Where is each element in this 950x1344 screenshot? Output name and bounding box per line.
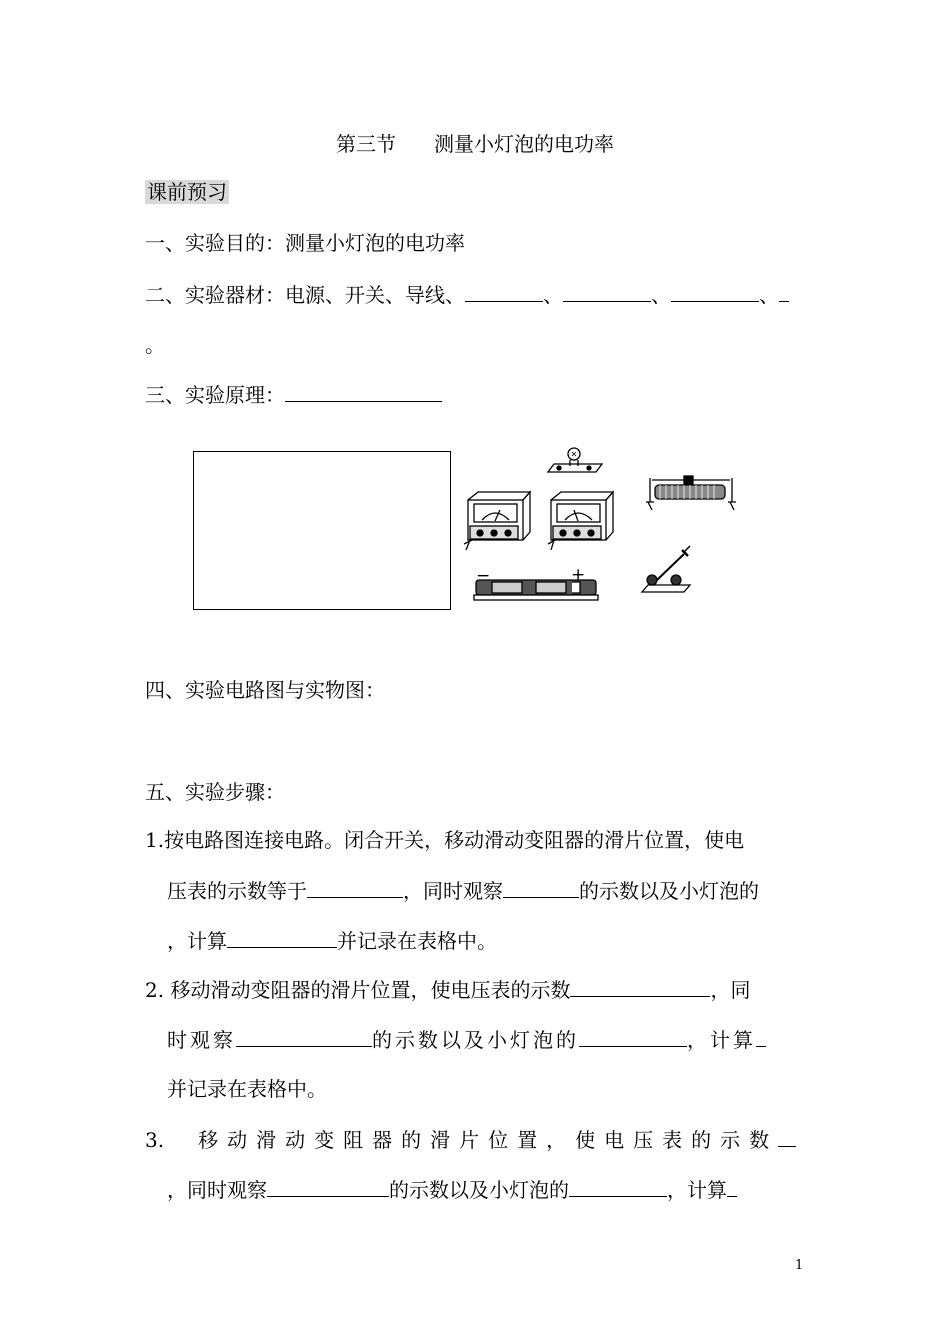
step3-text: ，同时观察: [167, 1178, 267, 1202]
answer-blank[interactable]: [503, 877, 579, 898]
step2-line1: [145, 976, 750, 1004]
separator: 、: [543, 283, 563, 307]
step3-line2: [167, 1176, 737, 1204]
answer-blank[interactable]: [285, 381, 442, 402]
section-name: 测量小灯泡的电功率: [434, 132, 614, 156]
answer-blank[interactable]: [227, 927, 337, 948]
step2-line3: 并记录在表格中。: [167, 1077, 327, 1101]
preview-label: 课前预习: [147, 180, 227, 204]
equipment-label: 二、实验器材：电源、开关、导线、: [145, 283, 465, 307]
battery-minus-label: −: [476, 566, 491, 586]
step1-text: 压表的示数等于: [167, 879, 307, 903]
step2-text: 2. 移动滑动变阻器的滑片位置，使电压表的示数: [145, 978, 571, 1002]
ammeter-icon: [464, 492, 530, 550]
battery-plus-label: +: [571, 565, 586, 585]
step1-text: 的示数以及小灯泡的: [579, 879, 759, 903]
section-number: 第三节: [336, 132, 396, 156]
step1-text: 并记录在表格中。: [337, 929, 497, 953]
bulb-icon: [548, 448, 602, 472]
preview-heading: [145, 178, 229, 206]
step3-line1: [145, 1126, 796, 1154]
answer-blank[interactable]: [563, 281, 651, 302]
answer-blank[interactable]: [778, 1126, 796, 1147]
answer-blank[interactable]: [569, 1176, 667, 1197]
answer-blank[interactable]: [727, 1176, 737, 1197]
step3-text: 移动滑动变阻器的滑片位置，使电压表的示数: [198, 1128, 779, 1152]
principle-line: [145, 381, 442, 409]
step2-text: 的示数以及小灯泡的: [372, 1028, 579, 1052]
step3-text: 的示数以及小灯泡的: [389, 1178, 569, 1202]
equipment-illustration: [462, 440, 762, 615]
step2-text: ，同: [710, 978, 751, 1002]
answer-blank[interactable]: [465, 281, 543, 302]
answer-blank[interactable]: [267, 1176, 389, 1197]
purpose-line: 一、实验目的：测量小灯泡的电功率: [145, 231, 465, 255]
step2-line2: [167, 1026, 766, 1054]
equipment-line: [145, 281, 789, 309]
answer-blank[interactable]: [570, 976, 710, 997]
answer-blank[interactable]: [579, 1026, 687, 1047]
step3-number: 3.: [145, 1128, 165, 1152]
step2-text: ，计算: [687, 1028, 756, 1052]
separator: 、: [759, 283, 779, 307]
steps-heading: 五、实验步骤：: [145, 780, 285, 804]
step1-line3: [167, 927, 497, 955]
equipment-period: 。: [145, 333, 165, 357]
switch-icon: [642, 546, 690, 592]
voltmeter-icon: [548, 492, 613, 550]
step1-line1: 1.按电路图连接电路。闭合开关，移动滑动变阻器的滑片位置，使电: [145, 828, 745, 852]
principle-label: 三、实验原理：: [145, 383, 285, 407]
circuit-heading: 四、实验电路图与实物图：: [145, 678, 385, 702]
rheostat-icon: [646, 476, 736, 510]
page-number: 1: [795, 1258, 804, 1273]
answer-blank[interactable]: [756, 1026, 766, 1047]
answer-blank[interactable]: [671, 281, 759, 302]
step3-text: ，计算: [667, 1178, 727, 1202]
step1-line2: [167, 877, 759, 905]
separator: 、: [651, 283, 671, 307]
step1-text: ，计算: [167, 929, 227, 953]
answer-blank[interactable]: [307, 877, 403, 898]
step1-text: ，同时观察: [403, 879, 503, 903]
answer-blank[interactable]: [779, 281, 789, 302]
page-title: [0, 128, 950, 157]
answer-blank[interactable]: [236, 1026, 372, 1047]
circuit-diagram-box: [193, 451, 451, 610]
step2-text: 时观察: [167, 1028, 236, 1052]
